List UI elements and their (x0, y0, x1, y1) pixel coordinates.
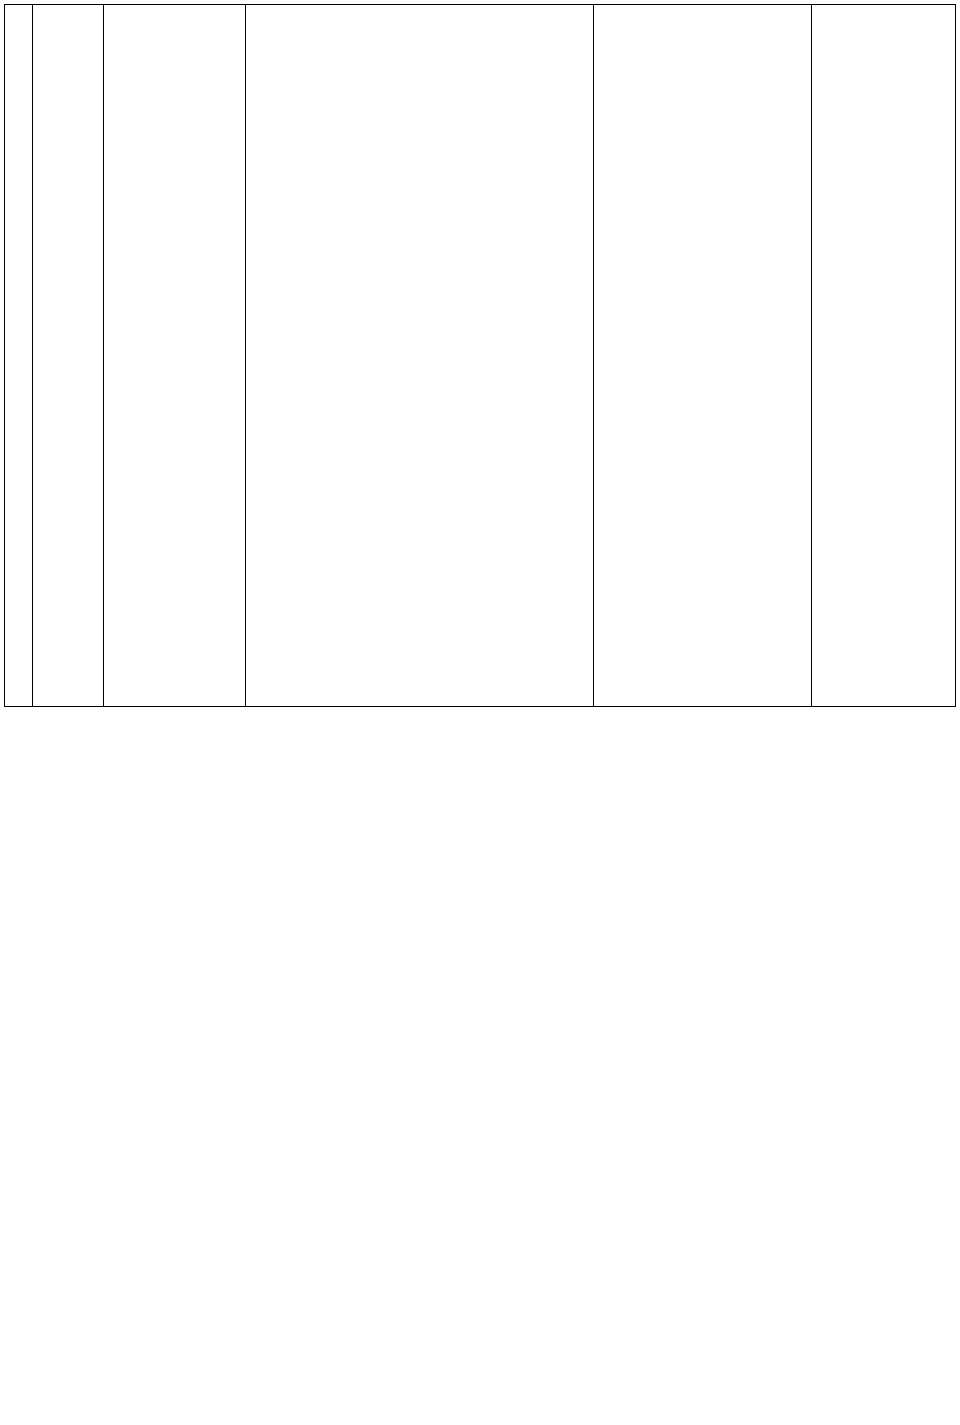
table-row-family-papers (4, 4, 956, 707)
